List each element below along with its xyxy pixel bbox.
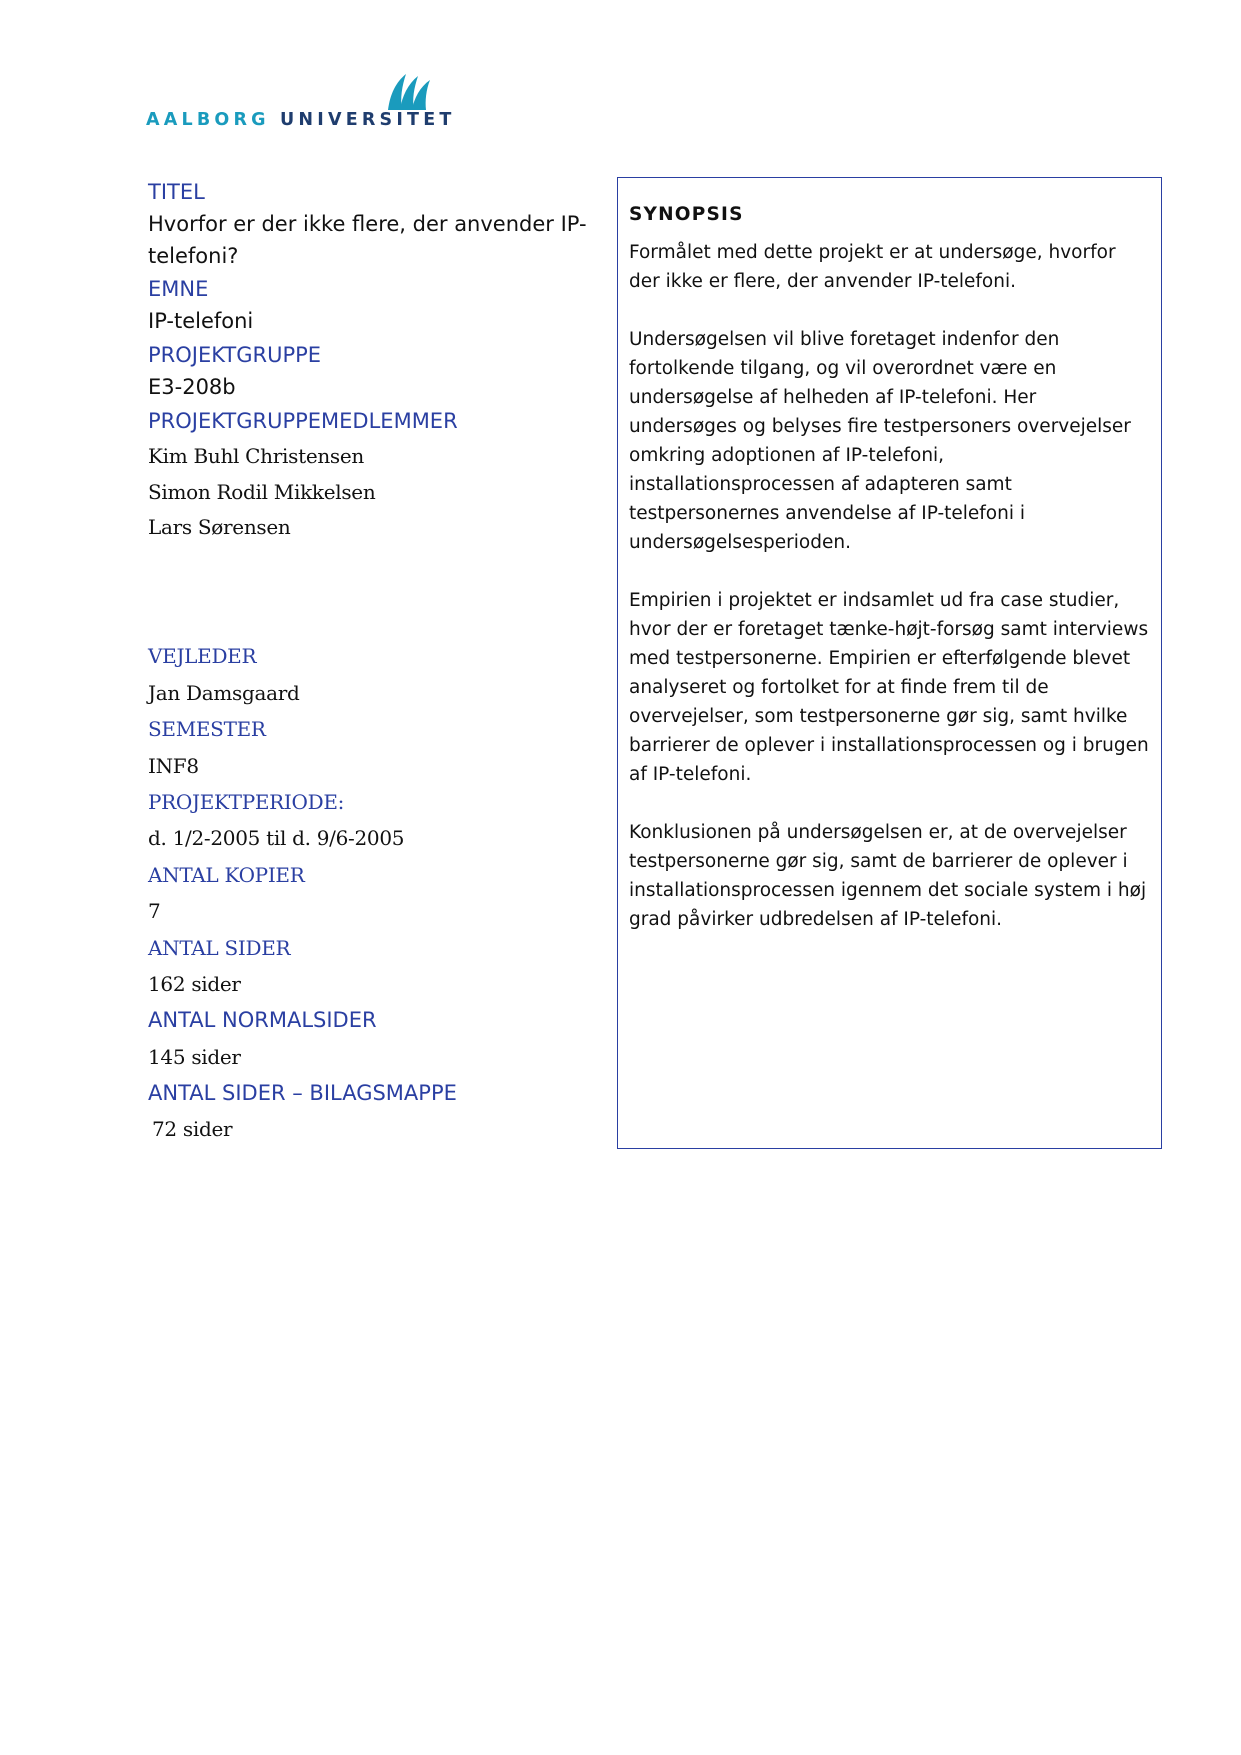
medlemmer-label: PROJEKTGRUPPEMEDLEMMER <box>148 409 458 433</box>
semester-label: SEMESTER <box>148 717 266 741</box>
titel-label: TITEL <box>148 180 205 204</box>
antal-sider-label: ANTAL SIDER <box>148 936 291 960</box>
vejleder-label: VEJLEDER <box>148 644 257 668</box>
antal-kopier-value: 7 <box>148 899 161 923</box>
university-logo <box>146 72 466 132</box>
emne-value: IP-telefoni <box>148 309 254 333</box>
vejleder-value: Jan Damsgaard <box>148 681 300 705</box>
synopsis-title: SYNOPSIS <box>629 204 744 225</box>
synopsis-paragraph: Empirien i projektet er indsamlet ud fra case studier, hvor der er foretaget tænke-højt-forsøg samt interviews med testpersonerne. Empirien er efterfølgende blevet analyseret og fortolket for at finde frem til de overvejelser, som testpersonerne gør sig, samt hvilke barrierer de oplever i installationsprocessen og i brugen af IP-telefoni. <box>629 590 1149 785</box>
projektgruppe-label: PROJEKTGRUPPE <box>148 343 322 367</box>
projektgruppe-value: E3-208b <box>148 375 236 399</box>
logo-word-universitet: UNIVERSITET <box>280 110 456 130</box>
antal-sider-bilag-value: 72 sider <box>152 1117 233 1141</box>
member-name: Simon Rodil Mikkelsen <box>148 480 376 504</box>
synopsis-paragraph: Konklusionen på undersøgelsen er, at de overvejelser testpersonerne gør sig, samt de barrierer de oplever i installationsprocessen igennem det sociale system i høj grad påvirker udbredelsen af IP-telefoni. <box>629 822 1147 930</box>
university-name <box>146 110 456 130</box>
synopsis-paragraph: Formålet med dette projekt er at undersøge, hvorfor der ikke er flere, der anvender IP-telefoni. <box>629 242 1116 292</box>
aalborg-wave-logo-icon <box>384 72 436 110</box>
titel-value: Hvorfor er der ikke flere, der anvender IP-telefoni? <box>148 212 587 268</box>
synopsis-box <box>617 177 1162 1149</box>
member-name: Kim Buhl Christensen <box>148 444 365 468</box>
antal-normalsider-value: 145 sider <box>148 1045 241 1069</box>
antal-sider-bilag-label: ANTAL SIDER – BILAGSMAPPE <box>148 1081 457 1105</box>
logo-word-aalborg: AALBORG <box>146 110 270 130</box>
projektperiode-label: PROJEKTPERIODE: <box>148 790 345 814</box>
emne-label: EMNE <box>148 277 209 301</box>
antal-sider-value: 162 sider <box>148 972 241 996</box>
synopsis-paragraph: Undersøgelsen vil blive foretaget indenfor den fortolkende tilgang, og vil overordnet være en undersøgelse af helheden af IP-telefoni. Her undersøges og belyses fire testpersoners overvejelser omkring adoptionen af IP-telefoni, installationsprocessen af adapteren samt testpersonernes anvendelse af IP-telefoni i undersøgelsesperioden. <box>629 329 1131 553</box>
projektperiode-value: d. 1/2-2005 til d. 9/6-2005 <box>148 826 405 850</box>
member-name: Lars Sørensen <box>148 515 291 539</box>
semester-value: INF8 <box>148 754 199 778</box>
antal-normalsider-label: ANTAL NORMALSIDER <box>148 1008 377 1032</box>
synopsis-body <box>629 238 1149 963</box>
antal-kopier-label: ANTAL KOPIER <box>148 863 305 887</box>
